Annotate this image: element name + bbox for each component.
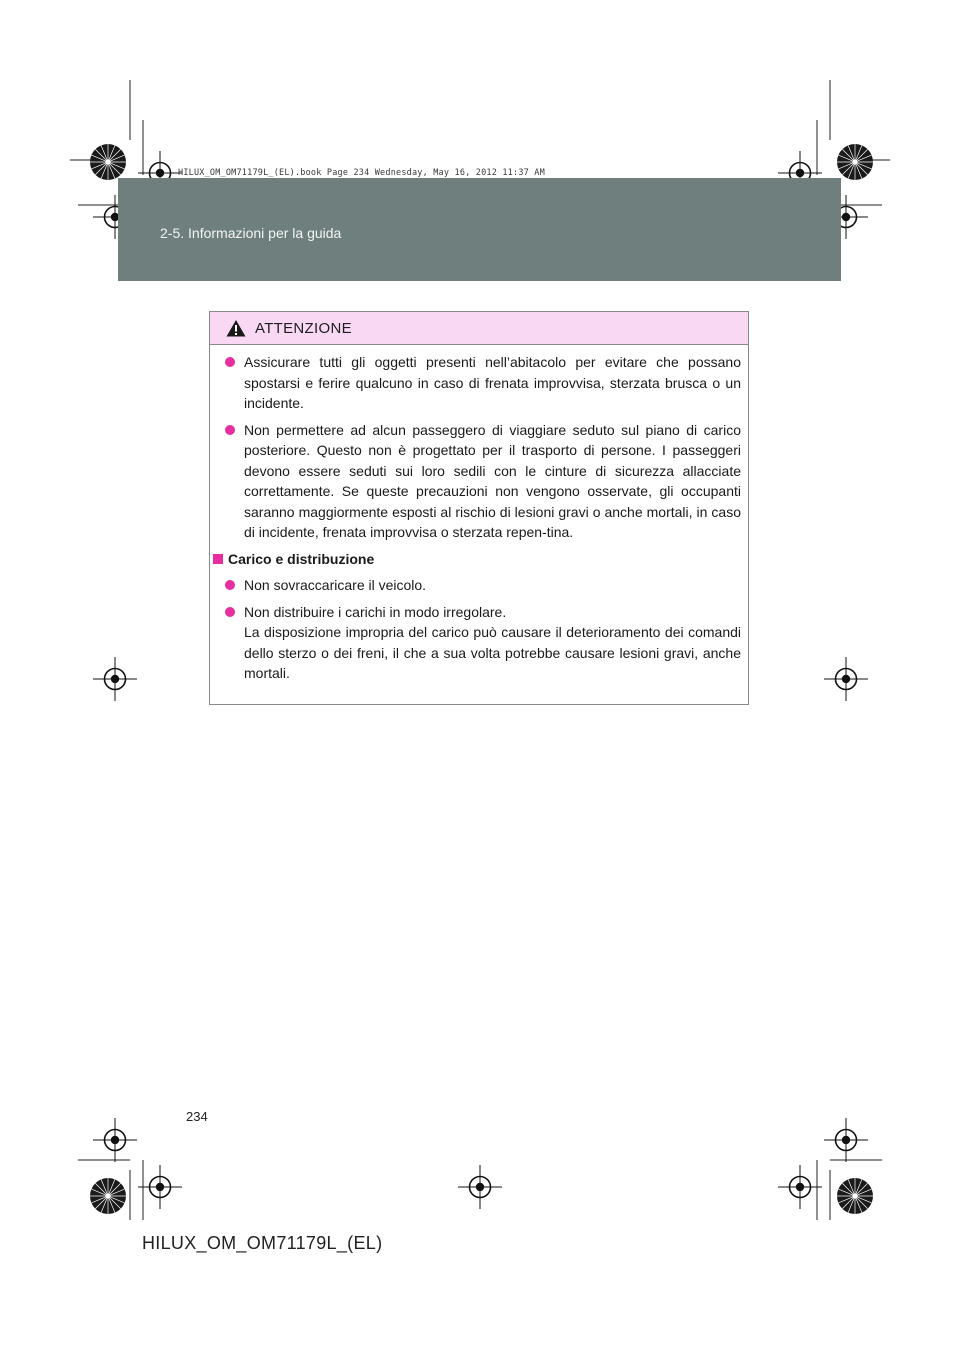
warning-box [209,311,749,705]
warning-header [210,312,748,345]
bullet-dot-icon [225,580,235,590]
item-detail: La disposizione impropria del carico può causare il deterioramento dei comandi dello sterzo o dei freni, il che a sua volta potrebbe causare lesioni gravi, anche mortali. [244,624,741,681]
subsection-heading: Carico e distribuzione [210,549,741,570]
registration-mark-icon [93,1118,137,1162]
list-item: Assicurare tutti gli oggetti presenti nell’abitacolo per evitare che possano spostarsi e ferire qualcuno in caso di frenata improvvisa, sterzata brusca o un incidente. [210,352,741,414]
section-title: 2-5. Informazioni per la guida [160,225,342,241]
bullet-dot-icon [225,425,235,435]
radial-target-icon [90,1178,126,1214]
registration-mark-icon [458,1165,502,1209]
warning-triangle-icon [226,319,246,337]
warning-body [210,345,748,684]
radial-target-icon [837,1178,873,1214]
registration-mark-icon [824,1118,868,1162]
registration-mark-icon [138,1165,182,1209]
radial-target-icon [837,144,873,180]
list-item: Non permettere ad alcun passeggero di viaggiare seduto sul piano di carico posteriore. Questo non è progettato per il trasporto di persone. I passeggeri devono essere seduti sui loro sedili con le cinture di sicurezza allacciate correttamente. Se queste precauzioni non vengono osservate, gli occupanti saranno maggiormente esposti al rischio di lesioni gravi o anche mortali, in caso di incidente, frenata improvvisa o sterzata repen-tina. [210,420,741,543]
list-item: Non distribuire i carichi in modo irregolare. La disposizione impropria del carico può causare il deterioramento dei comandi dello sterzo o dei freni, il che a sua volta potrebbe causare lesioni gravi, anche mortali. [210,602,741,684]
warning-title: ATTENZIONE [255,319,352,337]
page-number: 234 [186,1109,208,1124]
list-item: Non sovraccaricare il veicolo. [210,575,741,596]
bullet-square-icon [213,554,223,564]
bullet-dot-icon [225,607,235,617]
registration-mark-icon [824,657,868,701]
bullet-dot-icon [225,357,235,367]
document-code: HILUX_OM_OM71179L_(EL) [142,1233,383,1253]
print-info-line: HILUX_OM_OM71179L_(EL).book Page 234 Wednesday, May 16, 2012 11:37 AM [178,168,545,178]
registration-mark-icon [778,1165,822,1209]
radial-target-icon [90,144,126,180]
registration-mark-icon [93,657,137,701]
